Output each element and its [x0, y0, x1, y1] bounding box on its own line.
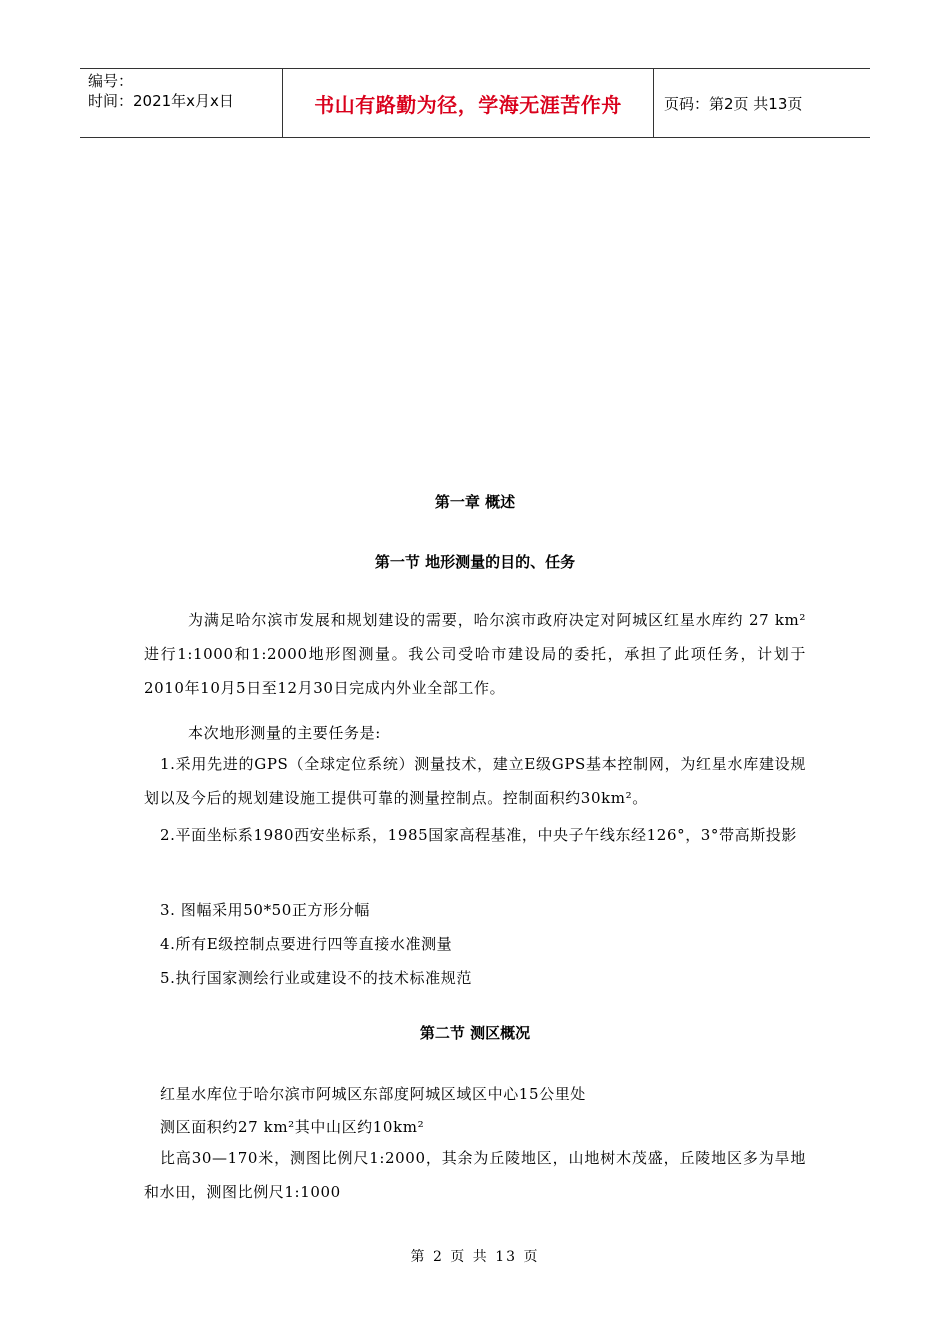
chapter-title: 第一章 概述 [434, 493, 516, 511]
task-item-1: 1.采用先进的GPS（全球定位系统）测量技术，建立E级GPS基本控制网，为红星水库建设规划以及今后的规划建设施工提供可靠的测量控制点。控制面积约30km²。 [144, 755, 806, 807]
area-location: 红星水库位于哈尔滨市阿城区东部度阿城区域区中心15公里处 [160, 1085, 586, 1103]
header-meta [80, 69, 282, 137]
section-title-1: 第一节 地形测量的目的、任务 [374, 553, 576, 571]
task-item-2: 2.平面坐标系1980西安坐标系，1985国家高程基准，中央子午线东经126°，3°带高斯投影 [160, 826, 798, 844]
task-item-5: 5.执行国家测绘行业或建设不的技术标准规范 [160, 969, 472, 987]
document-number: 编号： [88, 72, 134, 90]
tasks-lead: 本次地形测量的主要任务是: [188, 724, 381, 742]
area-size: 测区面积约27 km²其中山区约10km² [160, 1118, 425, 1136]
task-item-3: 3. 图幅采用50*50正方形分幅 [160, 901, 370, 919]
header-motto: 书山有路勤为径，学海无涯苦作舟 [282, 69, 654, 137]
page-header [80, 68, 870, 138]
intro-paragraph: 为满足哈尔滨市发展和规划建设的需要，哈尔滨市政府决定对阿城区红星水库约 27 km²进行1:1000和1:2000地形图测量。我公司受哈市建设局的委托，承担了此项任务，计划于2010年10月5日至12月30日完成内外业全部工作。 [144, 611, 806, 697]
section-title-2: 第二节 测区概况 [419, 1024, 531, 1042]
area-terrain: 比高30—170米，测图比例尺1:2000，其余为丘陵地区，山地树木茂盛，丘陵地区多为旱地和水田，测图比例尺1:1000 [144, 1149, 806, 1201]
header-page-info: 页码：第2页 共13页 [664, 94, 803, 113]
document-date: 时间：2021年x月x日 [88, 92, 234, 110]
page-footer: 第 2 页 共 13 页 [410, 1249, 540, 1265]
task-item-4: 4.所有E级控制点要进行四等直接水准测量 [160, 935, 453, 953]
